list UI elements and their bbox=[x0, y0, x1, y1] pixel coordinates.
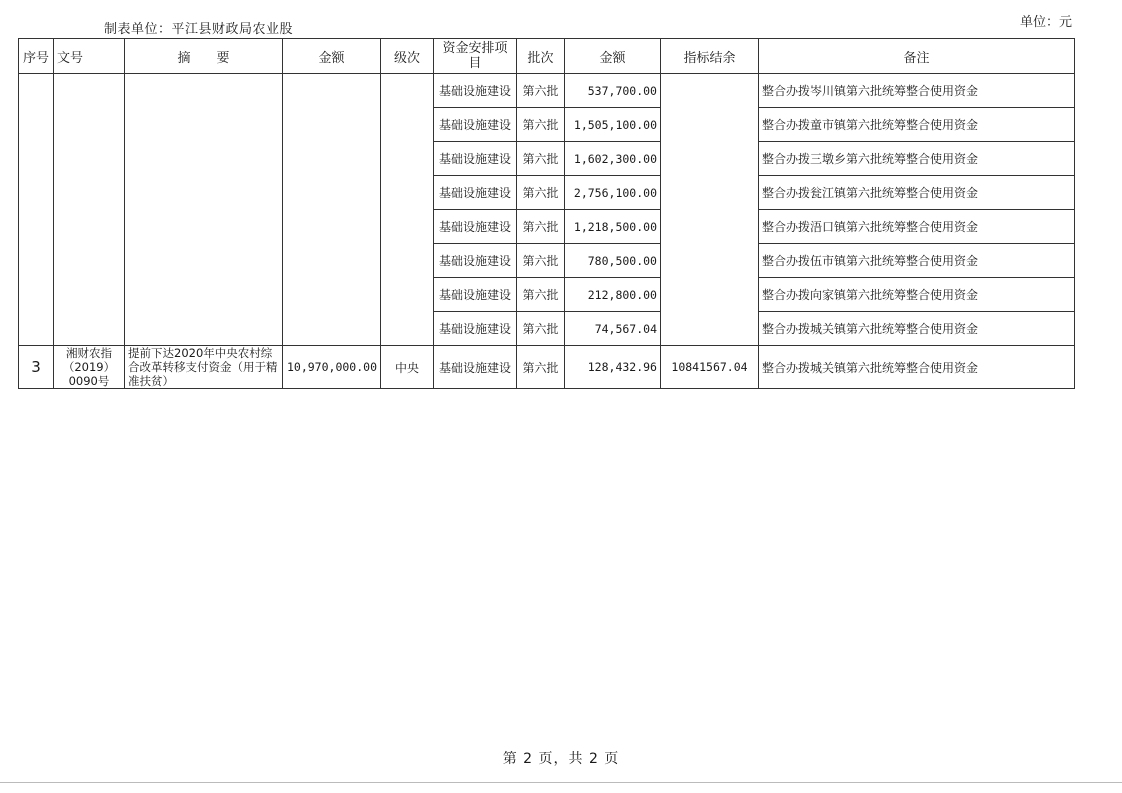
col-header-summary: 摘 要 bbox=[125, 39, 283, 74]
project-cell: 基础设施建设 bbox=[434, 176, 517, 210]
note-cell: 整合办拨城关镇第六批统筹整合使用资金 bbox=[759, 346, 1075, 389]
col-header-seq: 序号 bbox=[19, 39, 54, 74]
note-cell: 整合办拨三墩乡第六批统筹整合使用资金 bbox=[759, 142, 1075, 176]
alloc-amount-cell: 74,567.04 bbox=[565, 312, 661, 346]
alloc-amount-cell: 1,602,300.00 bbox=[565, 142, 661, 176]
alloc-amount-cell: 212,800.00 bbox=[565, 278, 661, 312]
alloc-amount-cell: 780,500.00 bbox=[565, 244, 661, 278]
compiling-unit: 制表单位：平江县财政局农业股 bbox=[104, 22, 294, 37]
col-header-balance: 指标结余 bbox=[661, 39, 759, 74]
alloc-amount-cell: 1,218,500.00 bbox=[565, 210, 661, 244]
merged-summary-cell bbox=[125, 74, 283, 346]
merged-amount-cell bbox=[283, 74, 381, 346]
table-row bbox=[19, 74, 1075, 108]
batch-cell: 第六批 bbox=[517, 74, 565, 108]
batch-cell: 第六批 bbox=[517, 244, 565, 278]
col-header-batch: 批次 bbox=[517, 39, 565, 74]
note-cell: 整合办拨伍市镇第六批统筹整合使用资金 bbox=[759, 244, 1075, 278]
project-cell: 基础设施建设 bbox=[434, 74, 517, 108]
doc-no-cell: 湘财农指（2019）0090号 bbox=[54, 346, 125, 389]
project-cell: 基础设施建设 bbox=[434, 278, 517, 312]
col-header-project: 资金安排项目 bbox=[434, 39, 517, 74]
table-row bbox=[19, 346, 1075, 389]
project-cell: 基础设施建设 bbox=[434, 142, 517, 176]
col-header-alloc-amount: 金额 bbox=[565, 39, 661, 74]
project-cell: 基础设施建设 bbox=[434, 210, 517, 244]
scan-edge-divider bbox=[0, 782, 1122, 783]
batch-cell: 第六批 bbox=[517, 142, 565, 176]
batch-cell: 第六批 bbox=[517, 312, 565, 346]
col-header-note: 备注 bbox=[759, 39, 1075, 74]
alloc-amount-cell: 537,700.00 bbox=[565, 74, 661, 108]
summary-cell: 提前下达2020年中央农村综合改革转移支付资金（用于精准扶贫） bbox=[125, 346, 283, 389]
project-cell: 基础设施建设 bbox=[434, 244, 517, 278]
level-cell: 中央 bbox=[381, 346, 434, 389]
col-header-amount: 金额 bbox=[283, 39, 381, 74]
batch-cell: 第六批 bbox=[517, 210, 565, 244]
allocation-table bbox=[18, 38, 1075, 389]
amount-cell: 10,970,000.00 bbox=[283, 346, 381, 389]
alloc-amount-cell: 2,756,100.00 bbox=[565, 176, 661, 210]
batch-cell: 第六批 bbox=[517, 346, 565, 389]
merged-level-cell bbox=[381, 74, 434, 346]
project-cell: 基础设施建设 bbox=[434, 346, 517, 389]
note-cell: 整合办拨瓮江镇第六批统筹整合使用资金 bbox=[759, 176, 1075, 210]
batch-cell: 第六批 bbox=[517, 278, 565, 312]
alloc-amount-cell: 128,432.96 bbox=[565, 346, 661, 389]
batch-cell: 第六批 bbox=[517, 176, 565, 210]
alloc-amount-cell: 1,505,100.00 bbox=[565, 108, 661, 142]
note-cell: 整合办拨童市镇第六批统筹整合使用资金 bbox=[759, 108, 1075, 142]
currency-unit: 单位：元 bbox=[1020, 15, 1073, 30]
col-header-level: 级次 bbox=[381, 39, 434, 74]
merged-seq-cell bbox=[19, 74, 54, 346]
seq-cell: 3 bbox=[19, 346, 54, 389]
page-number: 第 2 页，共 2 页 bbox=[502, 751, 620, 767]
merged-balance-cell bbox=[661, 74, 759, 346]
batch-cell: 第六批 bbox=[517, 108, 565, 142]
note-cell: 整合办拨向家镇第六批统筹整合使用资金 bbox=[759, 278, 1075, 312]
balance-cell: 10841567.04 bbox=[661, 346, 759, 389]
note-cell: 整合办拨城关镇第六批统筹整合使用资金 bbox=[759, 312, 1075, 346]
table-header-row bbox=[19, 39, 1075, 74]
project-cell: 基础设施建设 bbox=[434, 108, 517, 142]
col-header-doc-no: 文号 bbox=[54, 39, 125, 74]
merged-doc-no-cell bbox=[54, 74, 125, 346]
note-cell: 整合办拨岑川镇第六批统筹整合使用资金 bbox=[759, 74, 1075, 108]
project-cell: 基础设施建设 bbox=[434, 312, 517, 346]
note-cell: 整合办拨浯口镇第六批统筹整合使用资金 bbox=[759, 210, 1075, 244]
